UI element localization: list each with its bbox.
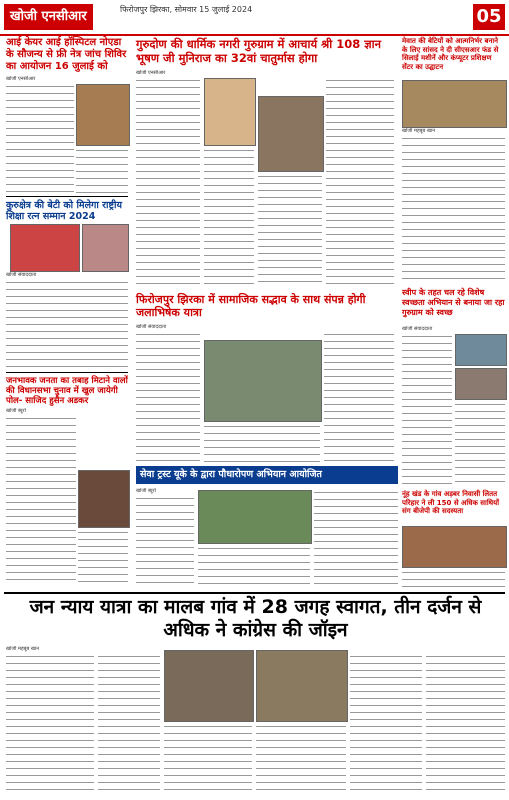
swachh-photo-1	[455, 334, 507, 366]
story-swachh-headline: स्वीप के तहत चल रहे विशेष स्वच्छता अभियान से बनाया जा रहा गुरुग्राम को स्वच्छ	[402, 288, 505, 317]
byline: खोजी संवाददाता	[6, 272, 37, 278]
story-eye-camp-body-2	[76, 148, 128, 194]
page-number: 05	[473, 4, 505, 30]
nyay-photo-2	[256, 650, 348, 722]
kurukshetra-photo-1	[10, 224, 80, 272]
divider	[6, 372, 128, 373]
byline: खोजी ब्यूरो	[136, 488, 156, 494]
story-nyay-body-2	[98, 654, 160, 794]
story-ferozpur-body-3	[324, 332, 394, 462]
story-daughters-body	[402, 136, 505, 282]
story-janata-body-2	[78, 530, 128, 586]
byline: खोजी संवाददाता	[136, 324, 167, 330]
story-gurugram-body-4	[326, 78, 394, 288]
dateline: फिरोजपुर झिरका, सोमवार 15 जुलाई 2024	[120, 5, 253, 14]
story-gurugram-body	[136, 78, 200, 288]
masthead	[0, 0, 509, 36]
story-gurugram-headline: गुरुदोण की धार्मिक नगरी गुरुग्राम में आचार्य श्री 108 ज्ञान भूषण जी मुनिराज का 32वां चातुर्मास होगा	[136, 37, 382, 65]
story-swachh-body-2	[455, 402, 505, 484]
byline: खोजी एनसीआर	[6, 76, 36, 82]
story-nuh-body	[402, 570, 505, 590]
story-seva-headline: सेवा ट्रस्ट यूके के द्वारा पौधारोपण अभियान आयोजित	[136, 466, 398, 484]
gurugram-photo-2	[258, 96, 324, 172]
byline: खोजी महबूब खान	[6, 646, 40, 652]
story-ferozpur-body	[136, 332, 200, 462]
eye-camp-photo	[76, 84, 130, 146]
story-gurugram-body-3	[258, 174, 322, 288]
gurugram-photo	[204, 78, 256, 146]
story-eye-camp-headline: आई केयर आई हॉस्पिटल नोएडा के सौजन्य से फ्री नेत्र जांच शिविर का आयोजन 16 जुलाई को	[6, 37, 127, 72]
story-kurukshetra-headline: कुरुक्षेत्र की बेटी को मिलेगा राष्ट्रीय शिक्षा रत्न सम्मान 2024	[6, 200, 123, 222]
kurukshetra-photo-2	[82, 224, 129, 272]
story-ferozpur-headline: फिरोजपुर झिरका में सामाजिक सद्भाव के साथ संपन्न होगी जलाभिषेक यात्रा	[136, 293, 366, 319]
story-gurugram-body-2	[204, 148, 254, 288]
story-nyay-body	[6, 654, 94, 794]
nyay-photo-1	[164, 650, 254, 722]
story-nyay-body-3	[164, 724, 252, 794]
story-seva-body-2	[198, 546, 310, 586]
janata-photo	[78, 470, 130, 528]
story-nyay-body-4	[256, 724, 346, 794]
story-seva-body-3	[314, 490, 398, 586]
nuh-photo	[402, 526, 507, 568]
story-nyay-body-6	[426, 654, 505, 794]
divider	[4, 592, 505, 594]
seva-photo	[198, 490, 312, 544]
story-daughters-headline: मेवात की बेटियों को आत्मनिर्भर बनाने के लिए सांसद ने दी सीएसआर फंड से सिलाई मशीनें और कंप्यूटर प्रशिक्षण सेंटर का उद्घाटन	[402, 37, 499, 71]
daughters-photo	[402, 80, 507, 128]
story-janata-body	[6, 416, 76, 586]
brand-logo: खोजी एनसीआर	[4, 4, 93, 30]
byline: खोजी ब्यूरो	[6, 408, 26, 414]
story-swachh-body	[402, 334, 452, 484]
byline: खोजी महबूब खान	[402, 128, 436, 134]
swachh-photo-2	[455, 368, 507, 400]
byline: खोजी एनसीआर	[136, 70, 166, 76]
story-eye-camp-body	[6, 84, 74, 194]
story-ferozpur-body-2	[204, 424, 320, 462]
story-janata-headline: जनभावक जनता का तबाह मिटाने वालों की विधानसभा चुनाव में खुल जायेगी पोल- साजिद हुसैन अडकर	[6, 376, 128, 406]
story-nuh-headline: नूंह खंड के गांव अड़बर निवासी लितत परिहार ने ली 150 से अधिक साथियों संग बीजेपी की सदस्यता	[402, 490, 500, 515]
story-seva-body	[136, 496, 194, 586]
story-nyay-headline: जन न्याय यात्रा का मालब गांव में 28 जगह स्वागत, तीन दर्जन से अधिक ने कांग्रेस की जॉइन	[29, 596, 482, 641]
story-kurukshetra-body	[6, 280, 128, 370]
story-nyay-body-5	[350, 654, 422, 794]
ferozpur-photo	[204, 340, 322, 422]
byline: खोजी संवाददाता	[402, 326, 433, 332]
divider	[6, 196, 128, 197]
